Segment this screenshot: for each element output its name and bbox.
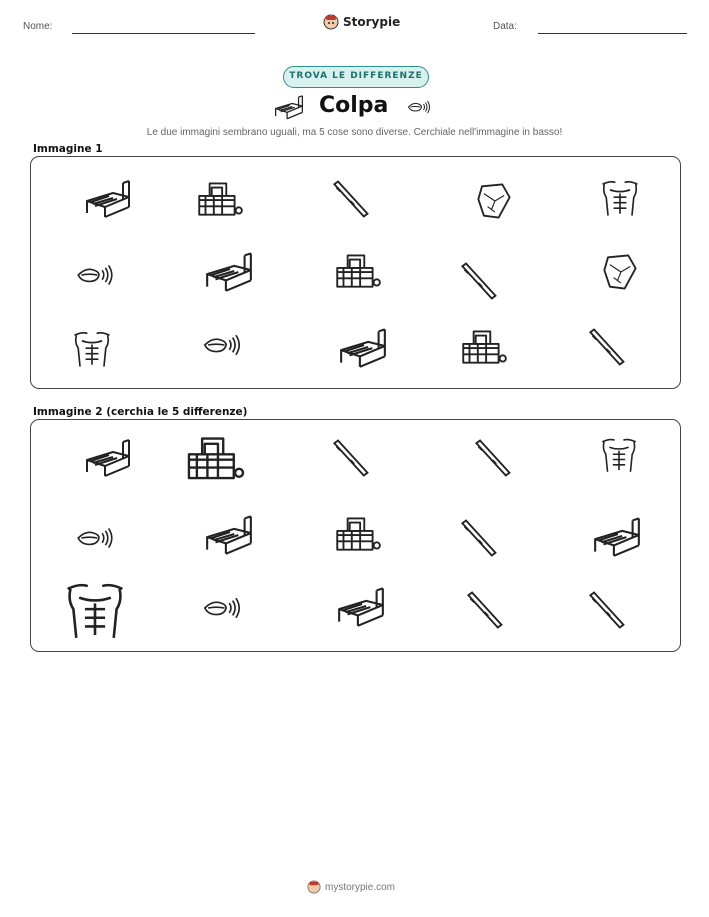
stick-icon[interactable]: [469, 434, 515, 482]
footer-logo-icon: [307, 880, 321, 894]
title-bed-icon: [273, 92, 305, 124]
stick-icon[interactable]: [455, 514, 501, 562]
rock-icon: [471, 175, 517, 227]
stick-icon: [583, 323, 629, 371]
stick-icon: [327, 175, 373, 223]
toolbox-icon[interactable]: [331, 510, 383, 556]
panel-image-1: [30, 156, 681, 389]
mouth-icon[interactable]: [75, 520, 115, 556]
bed-icon: [337, 323, 389, 369]
torso-icon[interactable]: [597, 434, 641, 478]
stick-icon: [455, 257, 501, 305]
mouth-icon: [75, 257, 115, 293]
rock-icon: [597, 247, 643, 297]
storypie-logo-icon: [323, 14, 339, 30]
stick-icon[interactable]: [327, 434, 373, 482]
brand: [323, 14, 400, 30]
panel1-label: Immagine 1: [33, 143, 103, 155]
bed-icon[interactable]: [335, 582, 387, 628]
stick-icon[interactable]: [461, 586, 507, 634]
panel2-label: Immagine 2 (cerchia le 5 differenze): [33, 406, 248, 418]
title-mouth-icon: [406, 96, 432, 122]
bed-icon[interactable]: [591, 512, 643, 558]
bed-icon: [203, 247, 255, 293]
footer-url[interactable]: mystorypie.com: [325, 881, 396, 893]
date-label: Data:: [493, 21, 517, 32]
stick-icon[interactable]: [583, 586, 629, 634]
toolbox-icon: [331, 247, 383, 293]
bed-icon[interactable]: [203, 510, 255, 556]
brand-name: Storypie: [343, 15, 401, 29]
panel-image-2[interactable]: [30, 419, 681, 652]
page-title: Colpa: [319, 93, 389, 118]
torso-icon: [597, 175, 643, 223]
bed-icon: [83, 175, 133, 219]
bed-icon[interactable]: [83, 434, 133, 478]
torso-icon: [69, 327, 115, 373]
name-field[interactable]: [72, 33, 255, 34]
name-label: Nome:: [23, 21, 53, 32]
activity-badge: TROVA LE DIFFERENZE: [283, 66, 429, 88]
mouth-icon[interactable]: [201, 590, 243, 626]
toolbox-icon: [193, 175, 245, 221]
date-field[interactable]: [538, 33, 687, 34]
toolbox-icon[interactable]: [181, 428, 247, 486]
toolbox-icon: [457, 323, 509, 369]
footer: [307, 880, 395, 894]
torso-icon[interactable]: [59, 580, 131, 644]
instructions: Le due immagini sembrano uguali, ma 5 cose sono diverse. Cerchiale nell'immagine in basso!: [146, 127, 563, 138]
mouth-icon: [201, 327, 243, 363]
